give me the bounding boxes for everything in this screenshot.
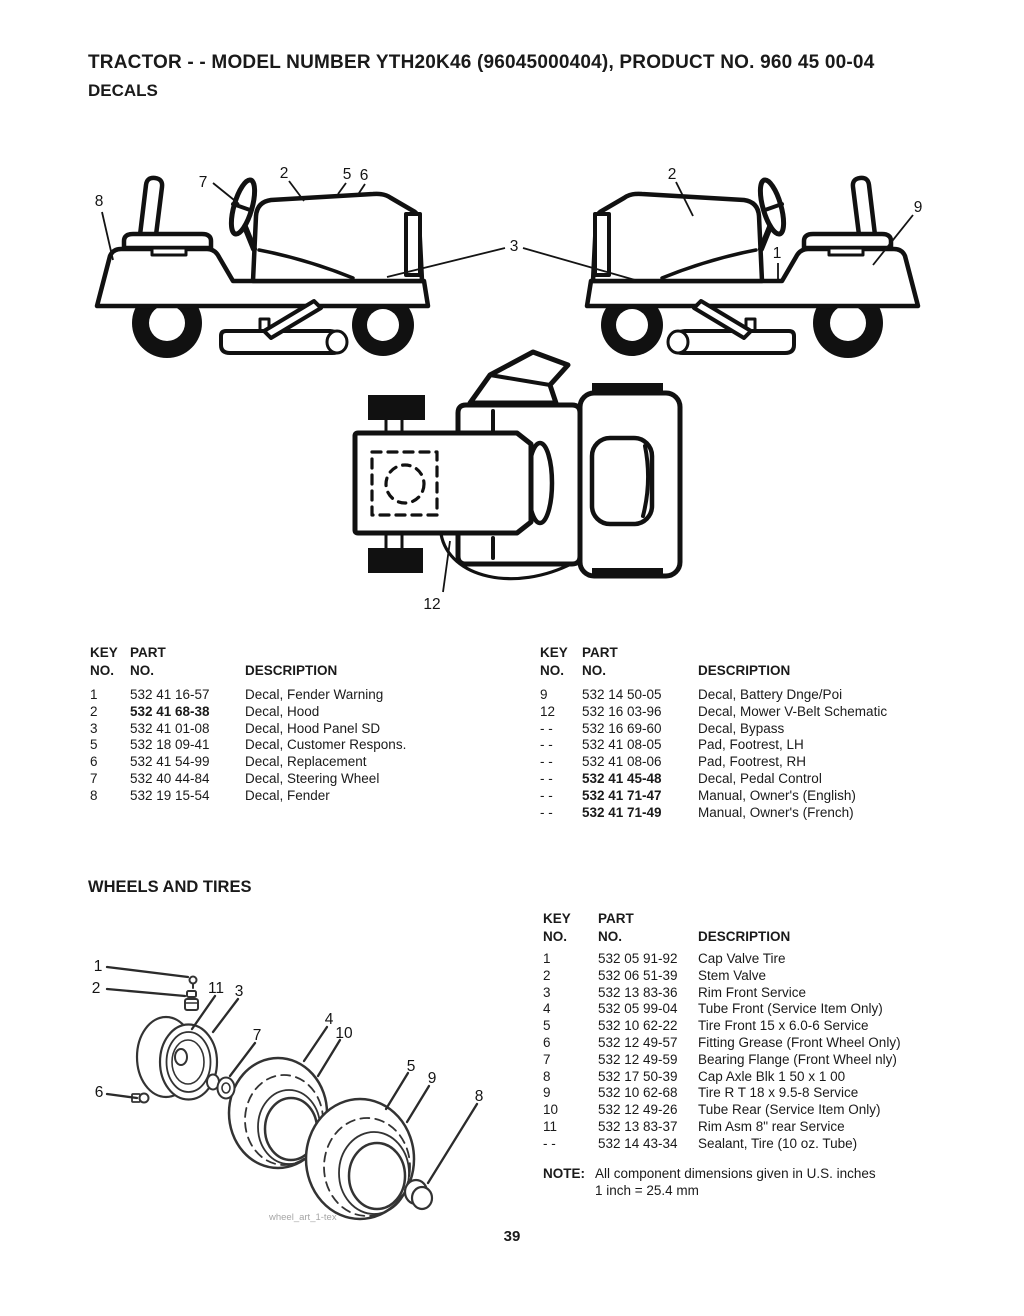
part-description: Sealant, Tire (10 oz. Tube) [698,1135,858,1151]
table-row [543,985,993,1002]
wheels-figure [75,940,515,1240]
part-no: 532 41 71-49 [582,804,662,820]
callout-9: 9 [427,1070,437,1087]
part-no: 532 10 62-68 [598,1085,678,1101]
header-key-no: NO. [540,662,565,678]
front-wheel-top-left [368,395,425,420]
table-row [543,1085,993,1102]
callout-3: 3 [234,983,244,1000]
key-no: 9 [540,687,548,702]
note-label: NOTE: [543,1166,585,1181]
key-no: 2 [90,703,98,719]
table-row [543,1052,993,1069]
page-title: TRACTOR - - MODEL NUMBER YTH20K46 (96045000404), PRODUCT NO. 960 45 00-04 [88,52,875,73]
part-description: Decal, Fender [245,787,330,803]
rear-axle-cap-bottom [592,568,663,578]
part-description: Decal, Steering Wheel [245,770,380,786]
deck-top [355,433,531,533]
part-description: Tire R T 18 x 9.5-8 Service [698,1085,859,1101]
part-no: 532 41 68-38 [130,703,210,719]
valve-cap-drawing [190,977,197,989]
key-no: 10 [543,1102,559,1118]
part-no: 532 40 44-84 [130,770,210,786]
header-part: PART [582,645,618,660]
part-description: Manual, Owner's (English) [698,787,856,803]
callout-7: 7 [252,1027,262,1044]
table-row [540,771,1000,788]
callout-5: 5 [342,166,352,183]
header-key-no: NO. [543,928,568,944]
part-no: 532 14 43-34 [598,1135,678,1151]
part-no: 532 13 83-37 [598,1118,678,1134]
header-description: DESCRIPTION [698,928,791,944]
header-key: KEY [540,645,568,660]
part-description: Bearing Flange (Front Wheel nly) [698,1051,897,1067]
tractor-left-view [94,178,428,358]
header-part-no: NO. [130,662,155,678]
part-description: Cap Axle Blk 1 50 x 1 00 [698,1068,846,1084]
table-row [543,968,993,985]
header-part: PART [598,911,634,926]
table-row [543,1035,993,1052]
part-description: Pad, Footrest, LH [698,737,804,753]
table-row [540,788,1000,805]
key-no: 6 [543,1034,551,1050]
part-description: Rim Front Service [698,984,807,1000]
table-row [543,1119,993,1136]
rear-axle-cap-top [592,383,663,393]
callout-2-right: 2 [667,166,677,183]
title-block [88,52,874,101]
key-no: 11 [543,1118,558,1134]
part-no: 532 14 50-05 [582,687,662,702]
valve-stem-drawing [185,991,198,1010]
key-no: 1 [90,687,98,702]
deck-top-view [355,352,680,579]
header-key: KEY [90,645,118,660]
part-description: Decal, Battery Dnge/Poi [698,687,843,702]
section-heading-wheels: WHEELS AND TIRES [88,878,252,896]
callout-7: 7 [198,174,208,191]
note-text-line2: 1 inch = 25.4 mm [595,1183,699,1198]
part-description: Decal, Customer Respons. [245,737,407,753]
part-no: 532 19 15-54 [130,787,210,803]
part-no: 532 41 71-47 [582,787,662,803]
header-key: KEY [543,911,571,926]
key-no: 12 [540,703,556,719]
table-row [543,1001,993,1018]
part-description: Decal, Mower V-Belt Schematic [698,703,888,719]
header-key-no: NO. [90,662,115,678]
key-no: 8 [543,1068,551,1084]
table-row [540,737,1000,754]
key-no: - - [540,804,553,820]
part-no: 532 05 91-92 [598,951,678,966]
part-no: 532 41 01-08 [130,720,210,736]
tractor-right-view [587,178,918,358]
page-number: 39 [503,1228,521,1245]
part-no: 532 16 03-96 [582,703,662,719]
key-no: 1 [543,951,551,966]
part-description: Manual, Owner's (French) [698,804,854,820]
part-description: Decal, Fender Warning [245,687,384,702]
header-part-no: NO. [582,662,607,678]
part-no: 532 41 16-57 [130,687,210,702]
key-no: - - [540,737,553,753]
part-description: Tube Rear (Service Item Only) [698,1102,881,1118]
callout-2-left: 2 [279,165,289,182]
key-no: 2 [543,967,551,983]
rim-drawing [137,1017,217,1100]
callout-9: 9 [913,199,923,216]
table-row [543,1102,993,1119]
part-no: 532 41 08-05 [582,737,662,753]
key-no: 3 [90,720,98,736]
front-wheel-bottom-left [368,548,423,573]
table-header [543,910,993,945]
table-row [90,687,525,704]
decals-table-right [540,644,1000,821]
key-no: 5 [90,737,98,753]
table-header [540,644,1000,679]
header-part-no: NO. [598,928,623,944]
part-no: 532 17 50-39 [598,1068,678,1084]
header-part: PART [130,645,166,660]
part-no: 532 06 51-39 [598,967,678,983]
table-row [540,704,1000,721]
callout-1: 1 [93,958,103,975]
key-no: 5 [543,1018,551,1034]
key-no: 4 [543,1001,551,1017]
table-row [543,951,993,968]
bearing-flange-drawing [207,1075,235,1099]
decals-figure [0,150,1024,630]
part-no: 532 41 54-99 [130,754,210,770]
part-description: Decal, Pedal Control [698,770,822,786]
part-description: Tire Front 15 x 6.0-6 Service [698,1018,869,1034]
key-no: 6 [90,754,98,770]
callout-4: 4 [324,1011,334,1028]
part-description: Decal, Bypass [698,720,785,736]
callout-3: 3 [509,238,519,255]
key-no: 7 [543,1051,551,1067]
part-description: Rim Asm 8" rear Service [698,1118,845,1134]
part-no: 532 13 83-36 [598,984,678,1000]
part-description: Decal, Replacement [245,754,367,770]
table-row [90,704,525,721]
table-row [543,1069,993,1086]
part-description: Cap Valve Tire [698,951,786,966]
key-no: 3 [543,984,551,1000]
part-no: 532 12 49-57 [598,1034,678,1050]
part-description: Pad, Footrest, RH [698,754,807,770]
part-description: Tube Front (Service Item Only) [698,1001,883,1017]
table-row [90,788,525,805]
callout-6: 6 [359,167,369,184]
art-caption: wheel_art_1-tex [269,1212,337,1223]
table-body [543,951,993,1153]
note-block [543,1165,973,1199]
key-no: - - [540,770,553,786]
table-row [543,1018,993,1035]
table-row [540,754,1000,771]
key-no: - - [543,1135,556,1151]
rear-tire-drawing [306,1099,414,1219]
key-no: 7 [90,770,98,786]
part-no: 532 12 49-59 [598,1051,678,1067]
part-no: 532 18 09-41 [130,737,210,753]
table-row [90,737,525,754]
wheels-table [543,910,993,1153]
decals-table-left [90,644,525,805]
callout-6: 6 [94,1084,104,1101]
key-no: - - [540,754,553,770]
callout-8: 8 [94,193,104,210]
key-no: - - [540,787,553,803]
table-row [90,754,525,771]
part-description: Fitting Grease (Front Wheel Only) [698,1034,901,1050]
part-description: Decal, Hood Panel SD [245,720,381,736]
part-description: Decal, Hood [245,703,320,719]
part-no: 532 41 08-06 [582,754,662,770]
callout-10: 10 [335,1025,353,1042]
header-description: DESCRIPTION [698,662,791,678]
part-no: 532 05 99-04 [598,1001,678,1017]
callout-1: 1 [772,245,782,262]
note-text-line1: All component dimensions given in U.S. inches [595,1166,876,1181]
table-row [540,805,1000,822]
table-header [90,644,525,679]
key-no: 9 [543,1085,551,1101]
table-body [540,687,1000,821]
axle-cap-drawing [405,1180,432,1209]
table-row [540,721,1000,738]
part-no: 532 16 69-60 [582,720,662,736]
callout-2: 2 [91,980,101,997]
table-row [90,721,525,738]
table-row [90,771,525,788]
part-no: 532 12 49-26 [598,1102,678,1118]
callout-11: 11 [207,980,225,997]
part-no: 532 10 62-22 [598,1018,678,1034]
section-heading-decals: DECALS [88,81,158,100]
part-description: Stem Valve [698,967,767,983]
table-row [540,687,1000,704]
header-description: DESCRIPTION [245,662,338,678]
callout-12: 12 [423,596,441,613]
key-no: - - [540,720,553,736]
table-body [90,687,525,805]
callout-5: 5 [406,1058,416,1075]
callout-8: 8 [474,1088,484,1105]
table-row [543,1136,993,1153]
key-no: 8 [90,787,98,803]
part-no: 532 41 45-48 [582,770,662,786]
